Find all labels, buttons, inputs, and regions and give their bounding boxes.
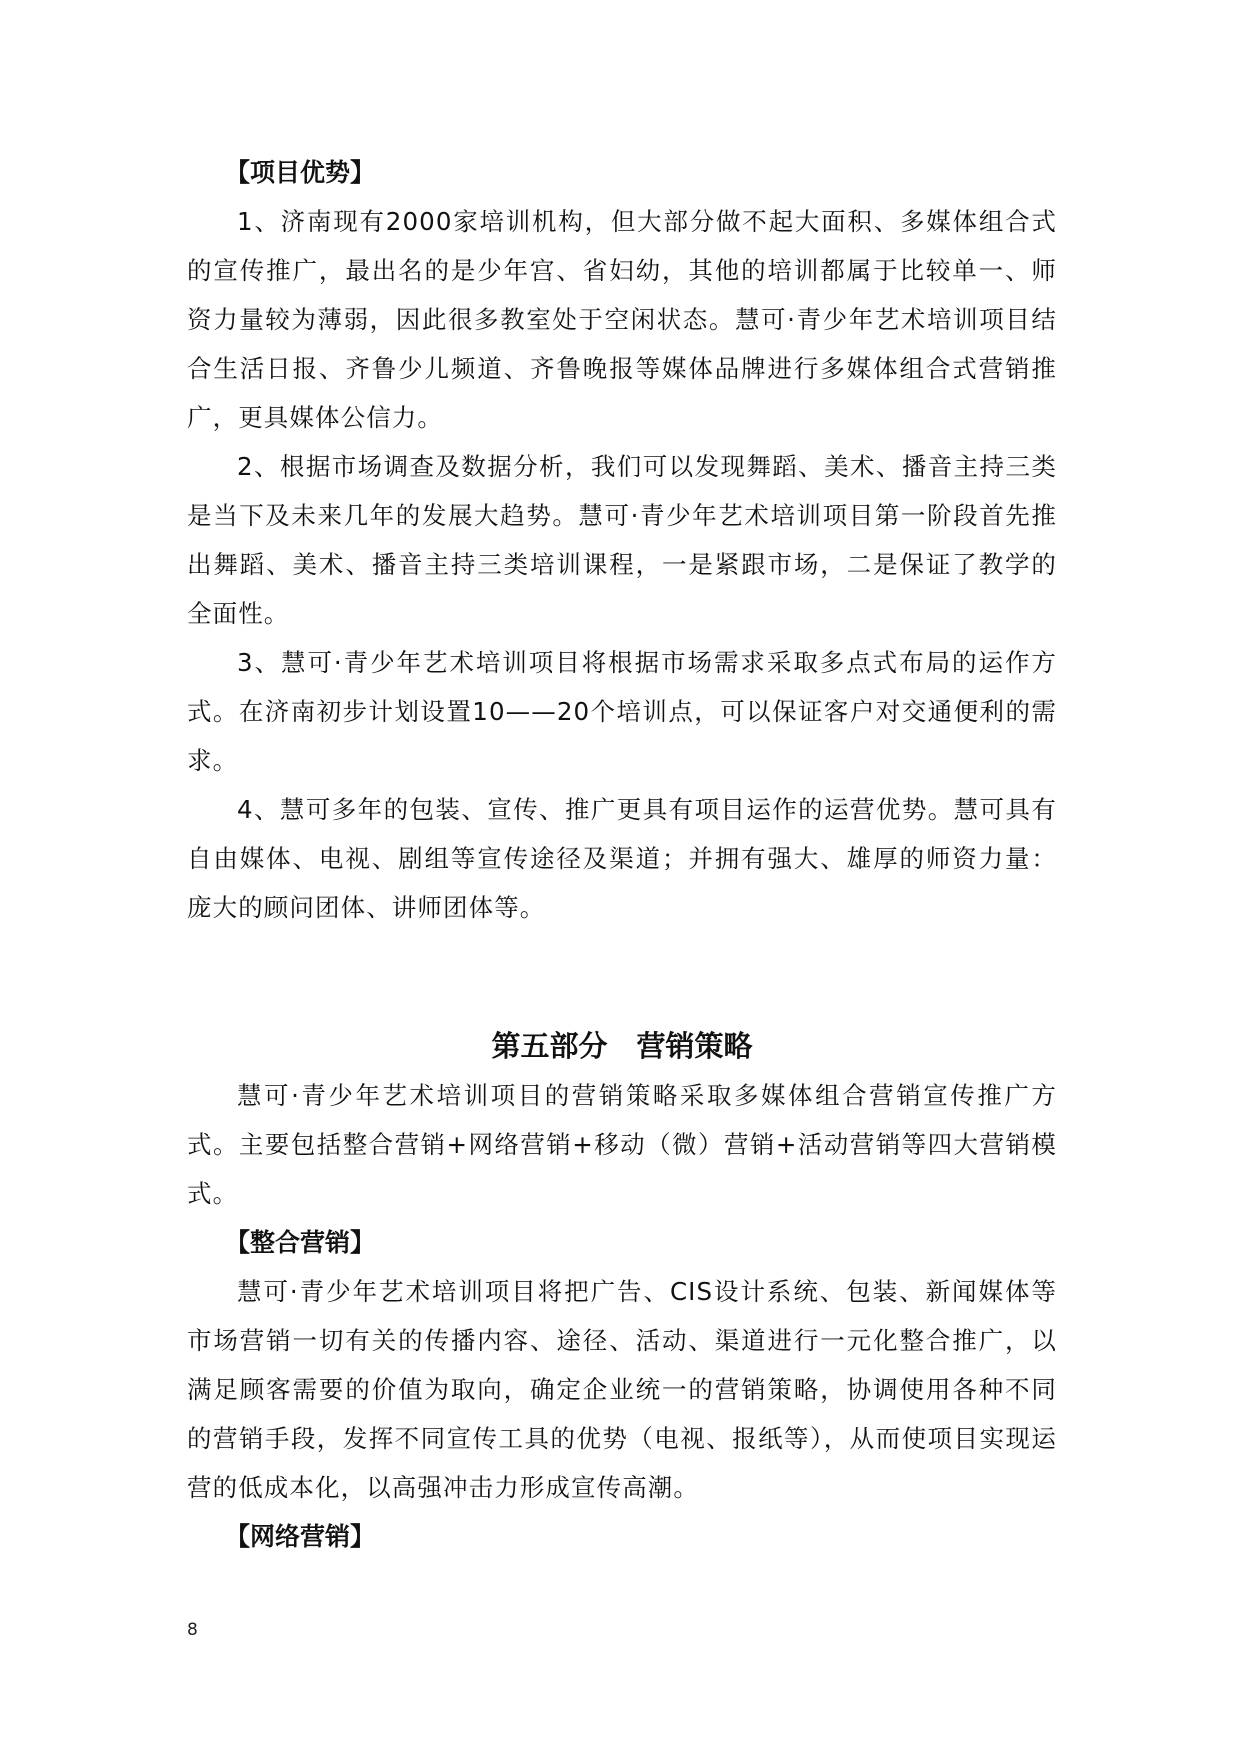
page-content xyxy=(187,148,1057,1561)
project-advantages-heading: 【项目优势】 xyxy=(225,158,376,187)
marketing-intro-paragraph: 慧可·青少年艺术培训项目的营销策略采取多媒体组合营销宣传推广方式。主要包括整合营销+网络营销+移动（微）营销+活动营销等四大营销模式。 xyxy=(187,1081,1057,1208)
integrated-marketing-heading: 【整合营销】 xyxy=(225,1228,376,1257)
advantage-paragraph-1: 1、济南现有2000家培训机构，但大部分做不起大面积、多媒体组合式的宣传推广，最出名的是少年宫、省妇幼，其他的培训都属于比较单一、师资力量较为薄弱，因此很多教室处于空闲状态。慧可·青少年艺术培训项目结合生活日报、齐鲁少儿频道、齐鲁晚报等媒体品牌进行多媒体组合式营销推广，更具媒体公信力。 xyxy=(187,207,1057,432)
advantage-paragraph-3: 3、慧可·青少年艺术培训项目将根据市场需求采取多点式布局的运作方式。在济南初步计划设置10——20个培训点，可以保证客户对交通便利的需求。 xyxy=(187,648,1057,775)
network-marketing-heading: 【网络营销】 xyxy=(225,1522,376,1551)
advantage-paragraph-4: 4、慧可多年的包装、宣传、推广更具有项目运作的运营优势。慧可具有自由媒体、电视、剧组等宣传途径及渠道；并拥有强大、雄厚的师资力量：庞大的顾问团体、讲师团体等。 xyxy=(187,795,1057,922)
integrated-marketing-paragraph: 慧可·青少年艺术培训项目将把广告、CIS设计系统、包装、新闻媒体等市场营销一切有关的传播内容、途径、活动、渠道进行一元化整合推广，以满足顾客需要的价值为取向，确定企业统一的营销策略，协调使用各种不同的营销手段，发挥不同宣传工具的优势（电视、报纸等），从而使项目实现运营的低成本化，以高强冲击力形成宣传高潮。 xyxy=(187,1277,1057,1502)
page-number: 8 xyxy=(187,1620,198,1640)
advantage-paragraph-2: 2、根据市场调查及数据分析，我们可以发现舞蹈、美术、播音主持三类是当下及未来几年的发展大趋势。慧可·青少年艺术培训项目第一阶段首先推出舞蹈、美术、播音主持三类培训课程，一是紧跟市场，二是保证了教学的全面性。 xyxy=(187,452,1057,628)
section-spacer xyxy=(187,932,1057,1022)
section-five-title: 第五部分 营销策略 xyxy=(491,1029,753,1063)
